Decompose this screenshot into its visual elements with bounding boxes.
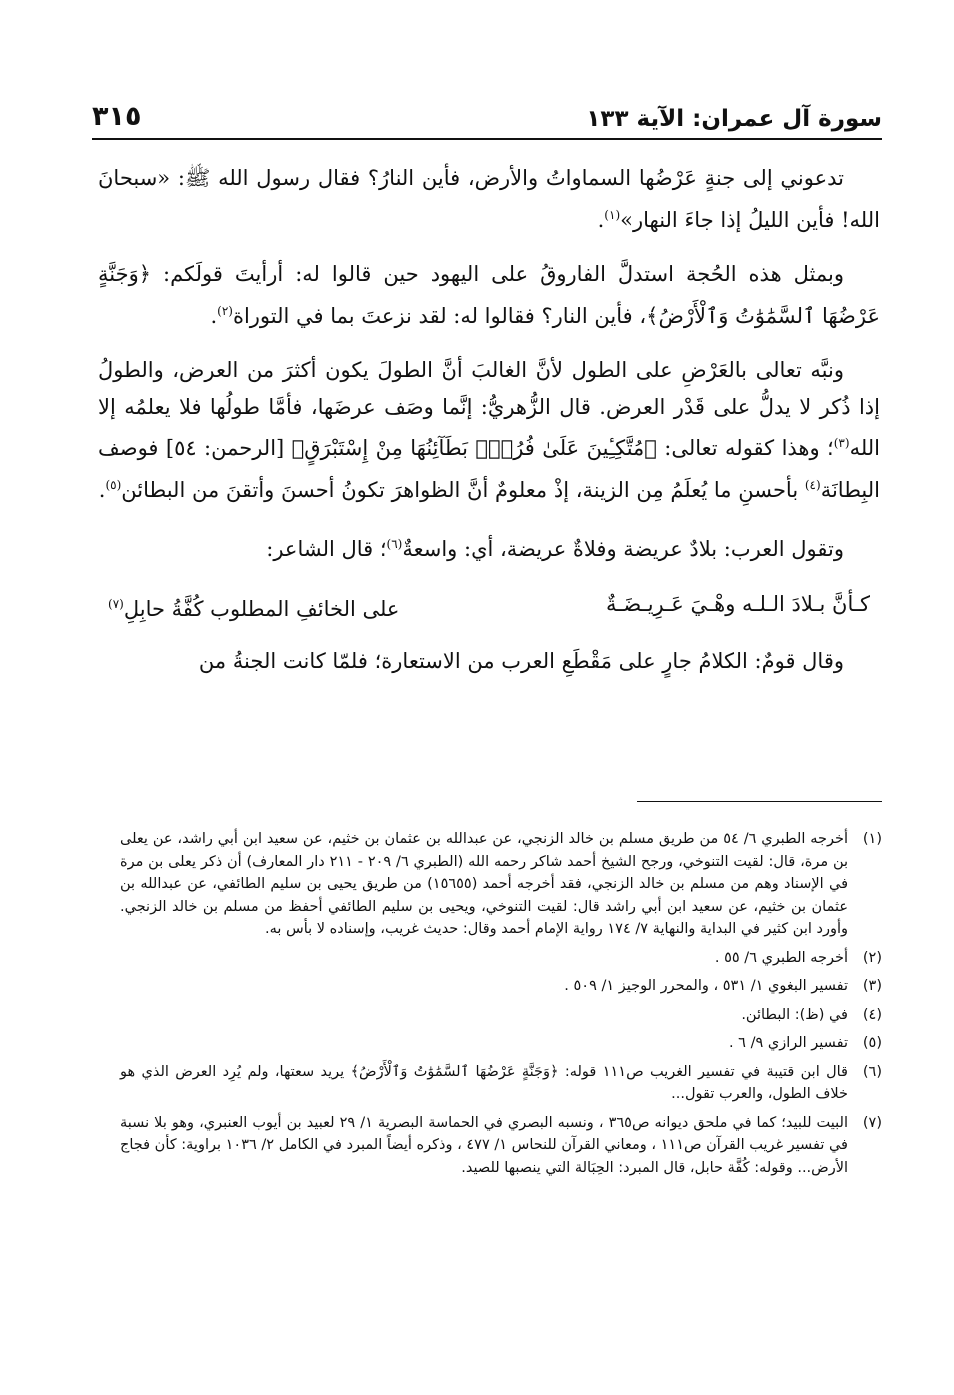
verse-second-hemistich [108, 586, 399, 628]
footnote-number: (٦) [862, 1063, 882, 1080]
paragraph-4 [98, 526, 880, 568]
footnote-text: البيت للبيد؛ كما في ملحق ديوانه ص٣٦٥ ، ونسبه البصري في الحماسة البصرية ١/ ٢٩ لعبيد بن أيوب العنبري، وهو بلا نسبة في تفسير غريب القرآن ص١١١ ، ومعاني القرآن للنحاس ١/ ٤٧٧ ، وذكره أيضاً المبرد في الكامل ٢/ ١٠٣٦ براوية: كأن فجاج الأرض... وقوله: كُفَّة حابل، قال المبرد: الحِبَالة التي ينصبها للصيد. [120, 1114, 848, 1176]
footnote-ref: (٤) [804, 477, 821, 492]
footnote-5 [120, 1032, 882, 1055]
footnote-number: (٣) [862, 978, 882, 994]
footnote-2 [120, 947, 882, 970]
footnote-separator [637, 801, 882, 802]
paragraph-2-text: وبمثل هذه الحُجة استدلَّ الفاروقُ على اليهود حين قالوا له: أرأيتَ قولَكم: ﴿وَجَنَّةٍ عَرْضُهَا ٱلسَّمَٰوَٰتُ وَٱلْأَرْضُ﴾، فأين النار؟ فقالوا له: لقد نزعتَ بما في التوراة [98, 262, 880, 328]
page-number: ٣١٥ [92, 101, 142, 132]
footnote-text: أخرجه الطبري ٦/ ٥٤ من طريق مسلم بن خالد الزنجي، عن عبدالله بن عثمان بن خثيم، عن سعيد ابن أبي راشد، عن يعلى بن مرة، قال: لقيت التنوخي، ورجح الشيخ أحمد شاكر رحمه الله (الطبري ٦/ ٢٠٩ - ٢١١ دار المعارف) أن ذكر يعلى بن مرة في الإسناد وهم من مسلم بن خالد الزنجي، فقد أخرجه أحمد (١٥٦٥٥) من طريق يحيى بن سليم الطائفي، عن عبدالله بن عثمان بن خثيم، عن سعيد ابن أبي راشد قال: لقيت التنوخي، ويحيى بن سليم الطائفي أحفظ من مسلم بن خالد الزنجي. وأورد ابن كثير في البداية والنهاية ٧/ ١٧٤ رواية الإمام أحمد وقال: حديث غريب، وإسناده لا بأس به. [120, 831, 849, 937]
paragraph-2: وبمثل هذه الحُجة استدلَّ الفاروقُ على اليهود حين قالوا له: أرأيتَ قولَكم: ﴿وَجَنَّةٍ عَرْضُهَا ٱلسَّمَٰوَٰتُ وَٱلْأَرْضُ﴾، فأين النار؟ فقالوا له: لقد نزعتَ بما في التوراة$^{(٢)}$. [98, 262, 880, 328]
footnote-number: (٥) [862, 1035, 882, 1051]
running-title: سورة آل عمران: الآية ١٣٣ [586, 106, 882, 132]
paragraph-3-text-c: بأحسنِ ما يُعلَمُ مِن الزينة، إذْ معلومٌ أنَّ الظواهرَ تكونُ أحسنَ وأتقنَ من البطائن [121, 477, 805, 502]
footnote-ref: (٦) [386, 537, 403, 551]
footnote-number: (١) [862, 831, 882, 847]
poetry-verse [98, 586, 880, 628]
paragraph-1: تدعوني إلى جنةٍ عَرْضُها السماواتُ والأرض، فأين النارُ؟ فقال رسول الله ﷺ: «سبحانَ الله! فأين الليلُ إذا جاءَ النهار»$^{(١)}$. [98, 166, 880, 232]
paragraph-5: وقال قومٌ: الكلامُ جارٍ على مَقْطَعِ العرب من الاستعارة؛ فلمّا كانت الجنةُ من [198, 649, 844, 673]
footnote-number: (٢) [862, 949, 882, 966]
footnote-number: (٧) [862, 1114, 882, 1131]
footnote-ref: (٥) [105, 477, 122, 492]
footnote-text: تفسير البغوي ١/ ٥٣١ ، والمحرر الوجيز ١/ ٥٠٩ . [564, 978, 848, 994]
paragraph-3-text-b: ؛ وهذا كقوله تعالى: ﴿مُتَّكِـِٔينَ عَلَىٰ فُرُشٍۭ بَطَآئِنُهَا مِنْ إِسْتَبْرَقٍ﴾ [الرحمن: ٥٤] فوصف البِطانَة [98, 436, 880, 502]
footnote-text: تفسير الرازي ٩/ ٦ . [728, 1035, 848, 1051]
footnote-ref: (٧) [108, 596, 124, 611]
footnote-3 [120, 975, 882, 998]
footnote-ref: (١) [604, 207, 621, 222]
paragraph-3: ونبَّه تعالى بالعَرْضِ على الطول لأنَّ الغالبَ أنَّ الطولَ يكون أكثرَ من العرض، والطولُ إذا ذُكر لا يدلُّ على قَدْر العرض. قال الزُّهريُّ: إنَّما وصَف عرضَها، فأمَّا طولُها فلا يعلمُه إلا الله$^{(٣)}$؛ وهذا كقوله تعالى: ﴿مُتَّكِـِٔينَ عَلَىٰ فُرُشٍۭ بَطَآئِنُهَا مِنْ إِسْتَبْرَقٍ﴾ [الرحمن: ٥٤] فوصف البِطانَة$^{(٤)}$ بأحسنِ ما يُعلَمُ مِن الزينة، إذْ معلومٌ أنَّ الظواهرَ تكونُ أحسنَ وأتقنَ من البطائن$^{(٥)}$. [98, 358, 881, 502]
footnote-4 [120, 1004, 882, 1027]
paragraph-4-text-a: وتقول العرب: بلادٌ عريضة وفلاةٌ عريضة، أي: واسعةٌ [402, 537, 844, 561]
footnote-text: في (ظ): البطائن. [741, 1006, 848, 1023]
footnote-6 [120, 1061, 882, 1106]
footnote-ref: (٢) [217, 303, 233, 318]
main-text [98, 160, 880, 698]
footnote-1 [120, 828, 882, 941]
paragraph-4-text-b: ؛ قال الشاعر: [266, 537, 387, 561]
footnote-ref: (٣) [833, 436, 850, 450]
verse-second-text: على الخائفِ المطلوب كُفَّةُ حابِلِ [123, 596, 400, 621]
page-header [92, 92, 882, 140]
footnote-number: (٤) [862, 1006, 882, 1023]
footnote-7 [120, 1112, 882, 1180]
footnote-text: أخرجه الطبري ٦/ ٥٥ . [714, 949, 848, 966]
footnotes [120, 828, 882, 1185]
verse-first-hemistich: كـأنَّ بـلادَ الـلـه وهْـيَ عَـرِيـضَـةٌ [605, 591, 870, 616]
footnote-text: قال ابن قتيبة في تفسير الغريب ص١١١ قوله: ﴿وَجَنَّةٍ عَرْضُهَا ٱلسَّمَٰوَٰتُ وَٱلْأَرْضُ﴾ يريد سعتها، ولم يُرِد العرض الذي هو خلاف الطول، والعرب تقول... [120, 1063, 848, 1102]
paragraph-3-text-a: ونبَّه تعالى بالعَرْضِ على الطول لأنَّ الغالبَ أنَّ الطولَ يكون أكثرَ من العرض، والطولُ إذا ذُكر لا يدلُّ على قَدْر العرض. قال الزُّهريُّ: إنَّما وصَف عرضَها، فأمَّا طولُها فلا يعلمُه إلا الله [98, 358, 881, 460]
paragraph-1-text: تدعوني إلى جنةٍ عَرْضُها السماواتُ والأرض، فأين النارُ؟ فقال رسول الله ﷺ: «سبحانَ الله! فأين الليلُ إذا جاءَ النهار» [98, 166, 880, 232]
